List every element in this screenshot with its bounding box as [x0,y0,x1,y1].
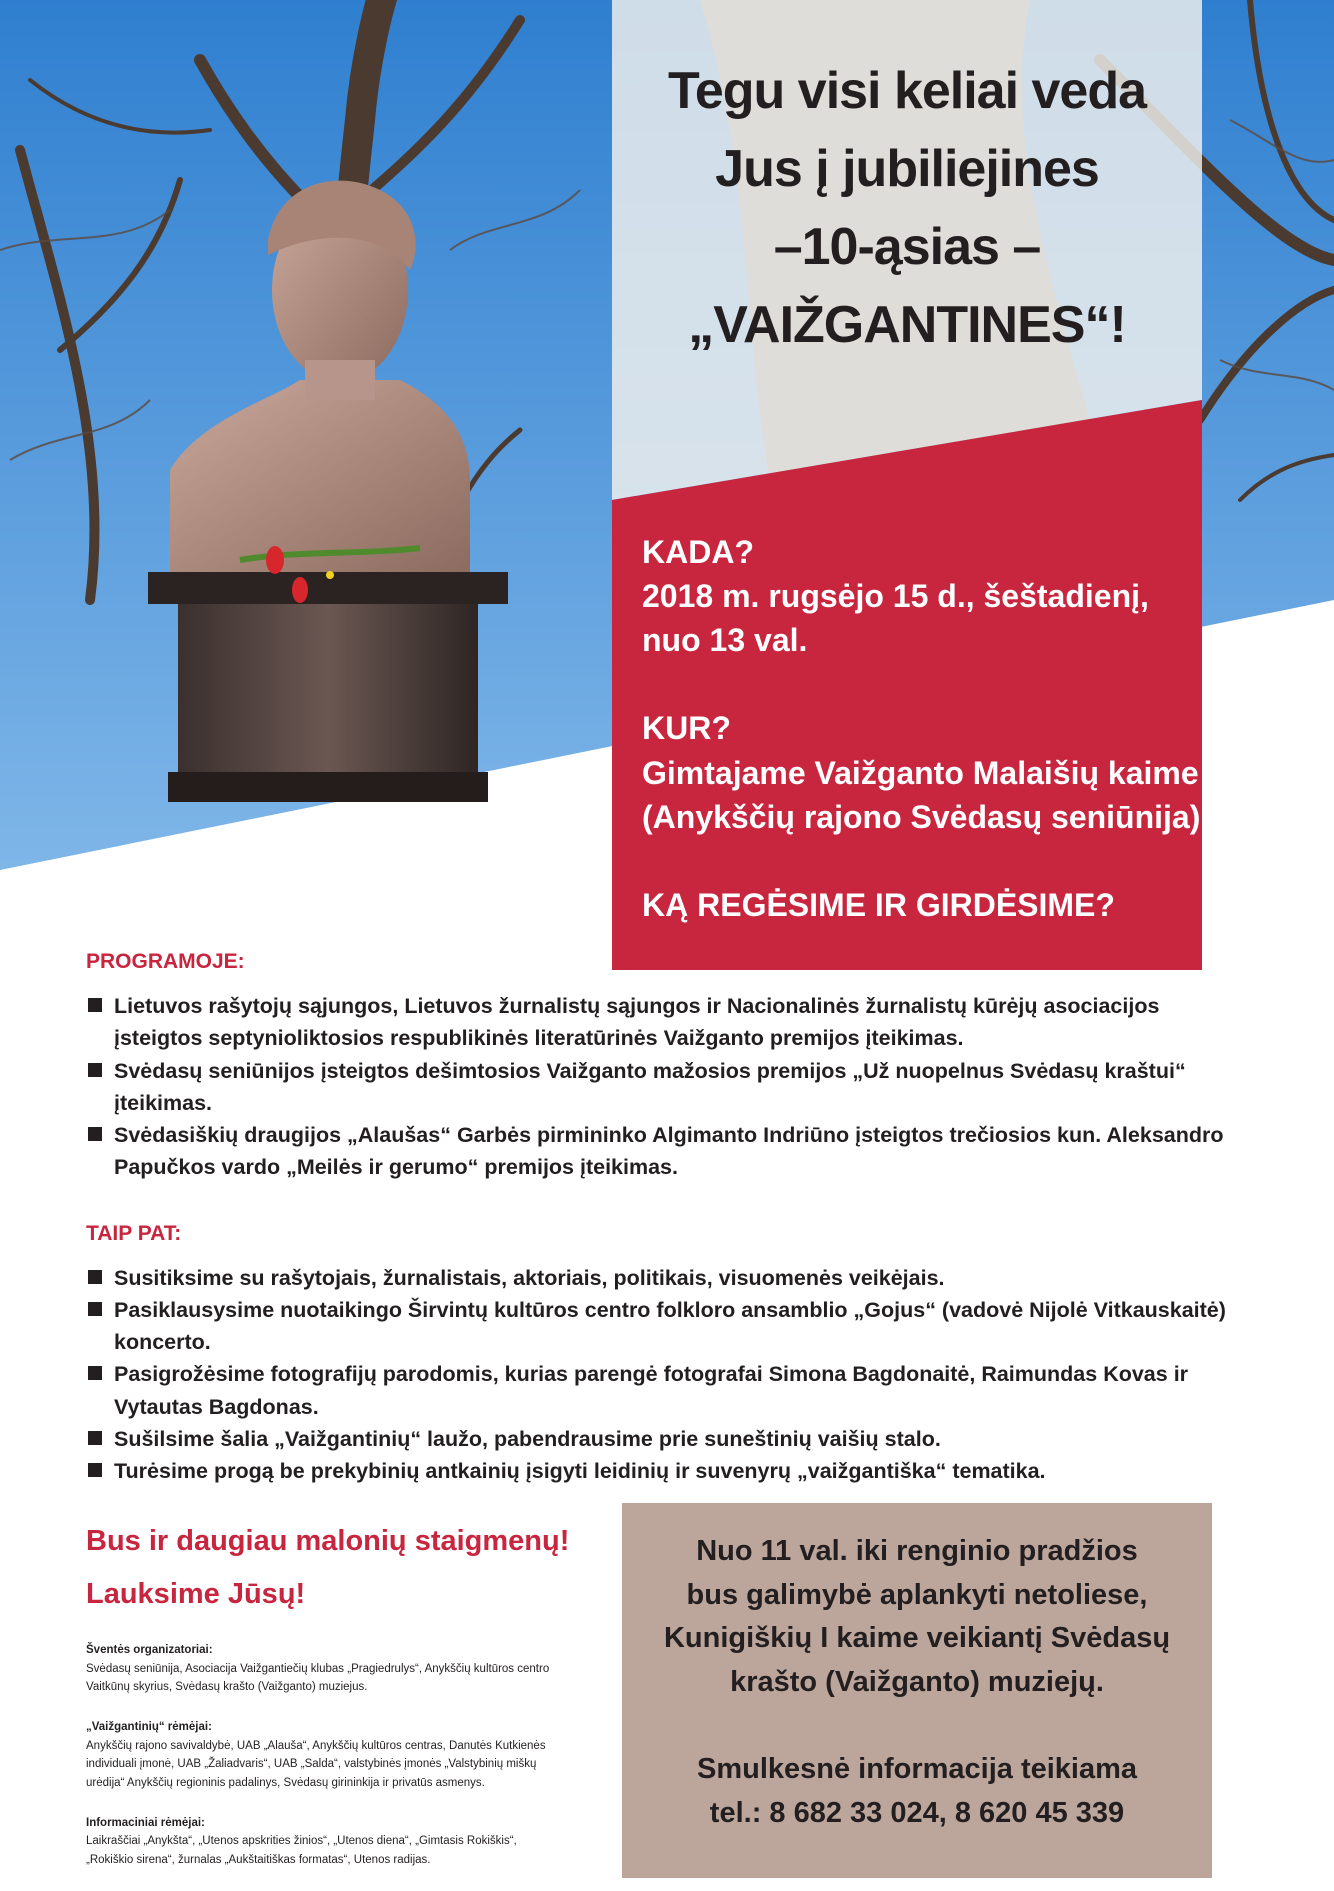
program-heading: PROGRAMOJE: [86,950,245,973]
where-line: Gimtajame Vaižganto Malaišių kaime [642,754,1199,791]
square-bullet-icon [88,1270,102,1284]
when-label: KADA? [642,534,754,570]
when-line: nuo 13 val. [642,622,808,659]
closing-line-1: Bus ir daugiau malonių staigmenų! [86,1525,570,1558]
media-text: Laikraščiai „Anykšta“, „Utenos apskrities žinios“, „Utenos diena“, „Gimtasis Rokiškis“, „Rokiškio sirena“, žurnalas „Aukštaitiškas formatas“, Utenos radijas. [86,1835,517,1866]
credits [86,1641,566,1869]
museum-line: bus galimybė aplankyti netoliese, [686,1578,1148,1611]
title-line: Tegu visi keliai veda [667,62,1147,120]
media-heading: Informaciniai rėmėjai: [86,1816,205,1829]
list-item: Svėdasų seniūnijos įsteigtos dešimtosios Vaižganto mažosios premijos „Už nuopelnus Svėdasų kraštui“ įteikimas. [86,1055,1246,1120]
list-item: Turėsime progą be prekybinių antkainių įsigyti leidinių ir suvenyrų „vaižgantiška“ tematika. [86,1455,1246,1487]
organizers-heading: Šventės organizatoriai: [86,1644,213,1657]
contact-line: Smulkesnė informacija teikiama [696,1753,1138,1785]
square-bullet-icon [88,1463,102,1477]
square-bullet-icon [88,998,102,1012]
museum-line: krašto (Vaižganto) muziejų. [730,1665,1104,1698]
museum-line: Kunigiškių I kaime veikiantį Svėdasų [663,1622,1171,1654]
where-line: (Anykščių rajono Svėdasų seniūnija) [642,798,1201,835]
list-item: Pasigrožėsime fotografijų parodomis, kurias parengė fotografai Simona Bagdonaitė, Raimundas Kovas ir Vytautas Bagdonas. [86,1358,1246,1423]
when-line: 2018 m. rugsėjo 15 d., šeštadienį, [642,578,1149,615]
list-item: Svėdasiškių draugijos „Alaušas“ Garbės pirmininko Algimanto Indriūno įsteigtos trečiosios kun. Aleksandro Papučkos vardo „Meilės ir gerumo“ premijos įteikimas. [86,1119,1246,1184]
also-list [86,1262,1246,1488]
museum-line: Nuo 11 val. iki renginio pradžios [696,1535,1138,1567]
what-label: KĄ REGĖSIME IR GIRDĖSIME? [642,886,1115,923]
event-info [642,530,1202,927]
title-line: Jus į jubiliejines [715,140,1099,198]
list-item: Sušilsime šalia „Vaižgantinių“ laužo, pabendrausime prie suneštinių vaišių stalo. [86,1423,1246,1455]
sponsors-text: Anykščių rajono savivaldybė, UAB „Alauša“, Anykščių kultūros centras, Danutės Kutkienės individuali įmonė, UAB „Žaliadvaris“, UAB „Salda“, valstybinės įmonės „Valstybinių miškų urėdija“ Anykščių regioninis padalinys, Svėdasų girininkija ir privatūs asmenys. [86,1739,546,1789]
poster-title [612,52,1202,364]
list-item: Lietuvos rašytojų sąjungos, Lietuvos žurnalistų sąjungos ir Nacionalinės žurnalistų kūrėjų asociacijos įsteigtos septynioliktosios respublikinės literatūrinės Vaižganto premijos įteikimas. [86,990,1246,1055]
program-list [86,990,1246,1184]
square-bullet-icon [88,1127,102,1141]
square-bullet-icon [88,1063,102,1077]
list-item: Pasiklausysime nuotaikingo Širvintų kultūros centro folkloro ansamblio „Gojus“ (vadovė Nijolė Vitkauskaitė) koncerto. [86,1294,1246,1359]
where-label: KUR? [642,710,731,747]
contact-phone: tel.: 8 682 33 024, 8 620 45 339 [709,1796,1125,1829]
closing-line-2: Lauksime Jūsų! [86,1578,306,1611]
list-item: Susitiksime su rašytojais, žurnalistais, aktoriais, politikais, visuomenės veikėjais. [86,1262,1246,1294]
title-line: –10-ąsias – [773,218,1041,276]
square-bullet-icon [88,1302,102,1316]
museum-info [622,1530,1212,1835]
square-bullet-icon [88,1431,102,1445]
organizers-text: Svėdasų seniūnija, Asociacija Vaižgantiečių klubas „Pragiedrulys“, Anykščių kultūros centro Vaitkūnų skyrius, Svėdasų krašto (Vaižganto) muziejus. [86,1662,550,1694]
sponsors-heading: „Vaižgantinių“ rėmėjai: [86,1721,212,1734]
square-bullet-icon [88,1366,102,1380]
title-line: „VAIŽGANTINES“! [688,296,1126,354]
also-heading: TAIP PAT: [86,1221,182,1245]
